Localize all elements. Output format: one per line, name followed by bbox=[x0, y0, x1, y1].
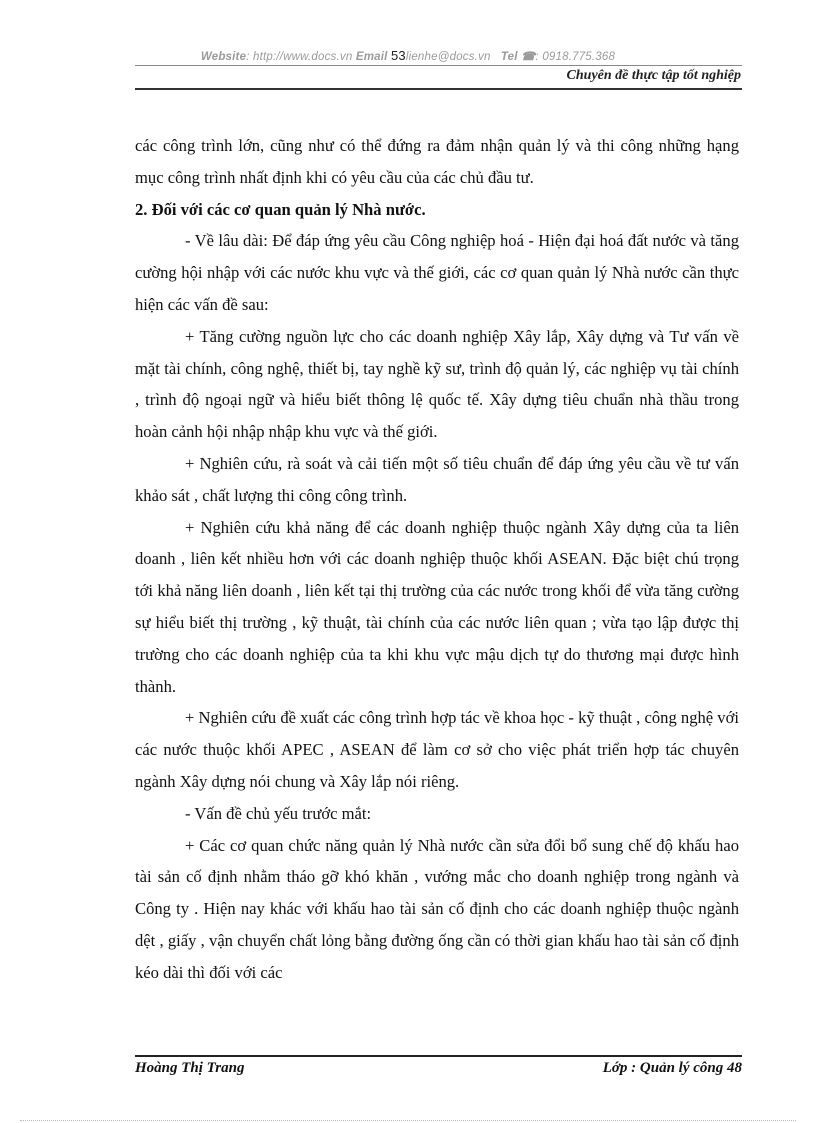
email-address[interactable]: lienhe@docs.vn bbox=[405, 51, 491, 63]
website-url[interactable]: : http://www.docs.vn bbox=[246, 51, 353, 63]
email-label: Email bbox=[355, 51, 388, 63]
paragraph: + Nghiên cứu đề xuất các công trình hợp tác về khoa học - kỹ thuật , công nghệ với các nước thuộc khối APEC , ASEAN để làm cơ sở cho việc phát triển hợp tác chuyên ngành Xây dựng nói chung và Xây lắp nói riêng. bbox=[135, 708, 739, 791]
page-footer bbox=[135, 1060, 742, 1078]
paragraph: + Nghiên cứu, rà soát và cải tiến một số tiêu chuẩn để đáp ứng yêu cầu về tư vấn khảo sát , chất lượng thi công công trình. bbox=[135, 453, 739, 505]
paragraph: + Nghiên cứu khả năng để các doanh nghiệp thuộc ngành Xây dựng của ta liên doanh , liên kết nhiều hơn với các doanh nghiệp thuộc khối ASEAN. Đặc biệt chú trọng tới khả năng liên doanh , liên kết tại thị trường của các nước trong khối để vừa tăng cường sự hiểu biết thị trường , kỹ thuật, tài chính của các nước liên quan ; vừa tạo lập được thị trường cho các doanh nghiệp của ta khi khu vực mậu dịch tự do thương mại được hình thành. bbox=[135, 517, 739, 696]
paragraph: - Vấn đề chủ yếu trước mắt: bbox=[185, 803, 372, 823]
tel-label: Tel ☎ bbox=[500, 51, 536, 63]
class-label: Lớp : Quản lý công 48 bbox=[602, 1060, 742, 1076]
paragraph: - Về lâu dài: Để đáp ứng yêu cầu Công nghiệp hoá - Hiện đại hoá đất nước và tăng cường hội nhập với các nước khu vực và thế giới, các cơ quan quản lý Nhà nước cần thực hiện các vấn đề sau: bbox=[135, 231, 739, 314]
paragraph: + Các cơ quan chức năng quản lý Nhà nước cần sửa đổi bổ sung chế độ khấu hao tài sản cố định nhằm tháo gỡ khó khăn , vướng mắc cho doanh nghiệp trong ngành và Công ty . Hiện nay khác với khấu hao tài sản cố định cho các doanh nghiệp thuộc ngành dệt , giấy , vận chuyển chất lỏng bằng đường ống cần có thời gian khấu hao tài sản cố định kéo dài thì đối với các bbox=[135, 835, 739, 982]
header-rule bbox=[135, 65, 742, 66]
document-body bbox=[135, 130, 739, 989]
page-edge bbox=[20, 1120, 796, 1121]
author-name: Hoàng Thị Trang bbox=[135, 1060, 245, 1076]
page-number: 53 bbox=[390, 48, 406, 63]
chapter-title: Chuyên đề thực tập tốt nghiệp bbox=[566, 68, 741, 83]
header-rule-thick bbox=[135, 88, 742, 90]
website-label: Website bbox=[200, 51, 247, 63]
paragraph: + Tăng cường nguồn lực cho các doanh nghiệp Xây lắp, Xây dựng và Tư vấn về mặt tài chính, công nghệ, thiết bị, tay nghề kỹ sư, trình độ quản lý, các nghiệp vụ tài chính , trình độ ngoại ngữ và hiểu biết thông lệ quốc tế. Xây dựng tiêu chuẩn nhà thầu trong hoàn cảnh hội nhập nhập khu vực và thế giới. bbox=[135, 326, 739, 442]
footer-rule bbox=[135, 1055, 742, 1057]
tel-number: : 0918.775.368 bbox=[535, 51, 616, 63]
website-header bbox=[0, 48, 816, 63]
section-heading: 2. Đối với các cơ quan quản lý Nhà nước. bbox=[135, 199, 426, 219]
paragraph: các công trình lớn, cũng như có thể đứng ra đảm nhận quản lý và thi công những hạng mục công trình nhất định khi có yêu cầu của các chủ đầu tư. bbox=[135, 136, 739, 187]
